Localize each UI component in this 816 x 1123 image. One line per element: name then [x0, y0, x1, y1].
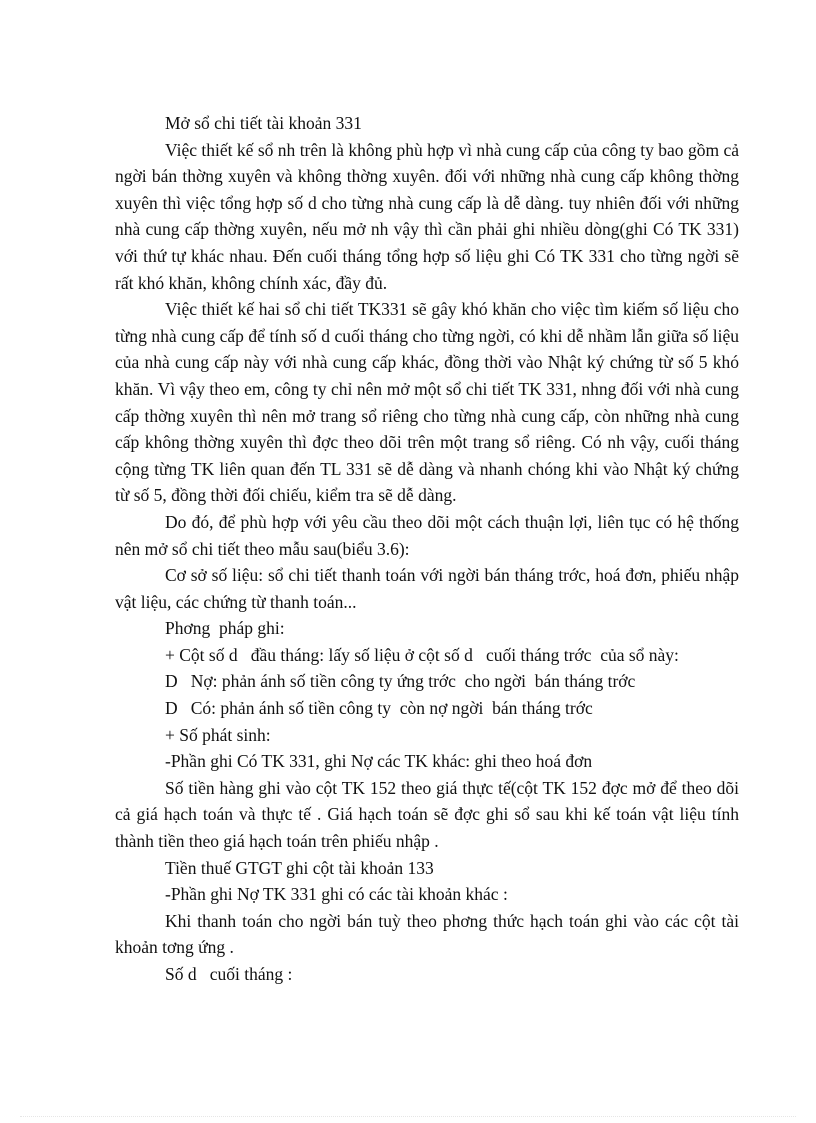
paragraph: Do đó, để phù hợp với yêu cầu theo dõi một cách thuận lợi, liên tục có hệ thống nên mở sổ chi tiết theo mẫu sau(biểu 3.6):	[115, 511, 739, 559]
paragraph: Việc thiết kế hai sổ chi tiết TK331 sẽ gây khó khăn cho việc tìm kiếm số liệu cho từng nhà cung cấp để tính số d cuối tháng cho từng ngời, có khi dễ nhầm lẫn giữa số liệu của nhà cung cấp này với nhà cung cấp khác, đồng thời vào Nhật ký chứng từ số 5 khó khăn. Vì vậy theo em, công ty chỉ nên mở một sổ chi tiết TK 331, nhng đối với nhà cung cấp thờng xuyên thì nên mở trang sổ riêng cho từng nhà cung cấp, còn những nhà cung cấp không thờng xuyên thì đợc theo dõi trên một trang sổ riêng. Có nh vậy, cuối tháng cộng từng TK liên quan đến TL 331 sẽ dễ dàng và nhanh chóng khi vào Nhật ký chứng từ số 5, đồng thời đối chiếu, kiểm tra sẽ dễ dàng.	[115, 299, 739, 506]
paragraph: D Nợ: phản ánh số tiền công ty ứng trớc cho ngời bán tháng trớc	[165, 671, 636, 692]
paragraph: Số tiền hàng ghi vào cột TK 152 theo giá thực tế(cột TK 152 đợc mở để theo dõi cả giá hạch toán và thực tế . Giá hạch toán sẽ đợc ghi sổ sau khi kế toán vật liệu tính thành tiền theo giá hạch toán trên phiếu nhập .	[115, 777, 739, 852]
paragraph: + Số phát sinh:	[165, 724, 271, 745]
page-bottom-divider	[20, 1116, 796, 1117]
paragraph: Việc thiết kế sổ nh trên là không phù hợp vì nhà cung cấp của công ty bao gồm cả ngời bán thờng xuyên và không thờng xuyên. đối với những nhà cung cấp không thờng xuyên thì việc tổng hợp số d cho từng nhà cung cấp là dễ dàng. tuy nhiên đối với những nhà cung cấp thờng xuyên, nếu mở nh vậy thì cần phải ghi nhiều dòng(ghi Có TK 331) với thứ tự khác nhau. Đến cuối tháng tổng hợp số liệu ghi Có TK 331 cho từng ngời sẽ rất khó khăn, không chính xác, đầy đủ.	[115, 139, 739, 293]
paragraph: + Cột số d đầu tháng: lấy số liệu ở cột số d cuối tháng trớc của sổ này:	[165, 644, 679, 665]
paragraph: Cơ sở số liệu: sổ chi tiết thanh toán với ngời bán tháng trớc, hoá đơn, phiếu nhập vật liệu, các chứng từ thanh toán...	[115, 565, 739, 612]
paragraph: D Có: phản ánh số tiền công ty còn nợ ngời bán tháng trớc	[165, 698, 593, 719]
paragraph: -Phần ghi Có TK 331, ghi Nợ các TK khác: ghi theo hoá đơn	[165, 751, 593, 772]
paragraph: Phơng pháp ghi:	[165, 618, 285, 639]
paragraph-heading: Mở sổ chi tiết tài khoản 331	[165, 113, 362, 133]
paragraph: -Phần ghi Nợ TK 331 ghi có các tài khoản khác :	[165, 884, 508, 905]
paragraph: Số d cuối tháng :	[165, 964, 293, 984]
document-page	[115, 110, 739, 988]
paragraph: Tiền thuế GTGT ghi cột tài khoản 133	[165, 857, 434, 878]
paragraph: Khi thanh toán cho ngời bán tuỳ theo phơng thức hạch toán ghi vào các cột tài khoản tơng ứng .	[115, 910, 739, 958]
